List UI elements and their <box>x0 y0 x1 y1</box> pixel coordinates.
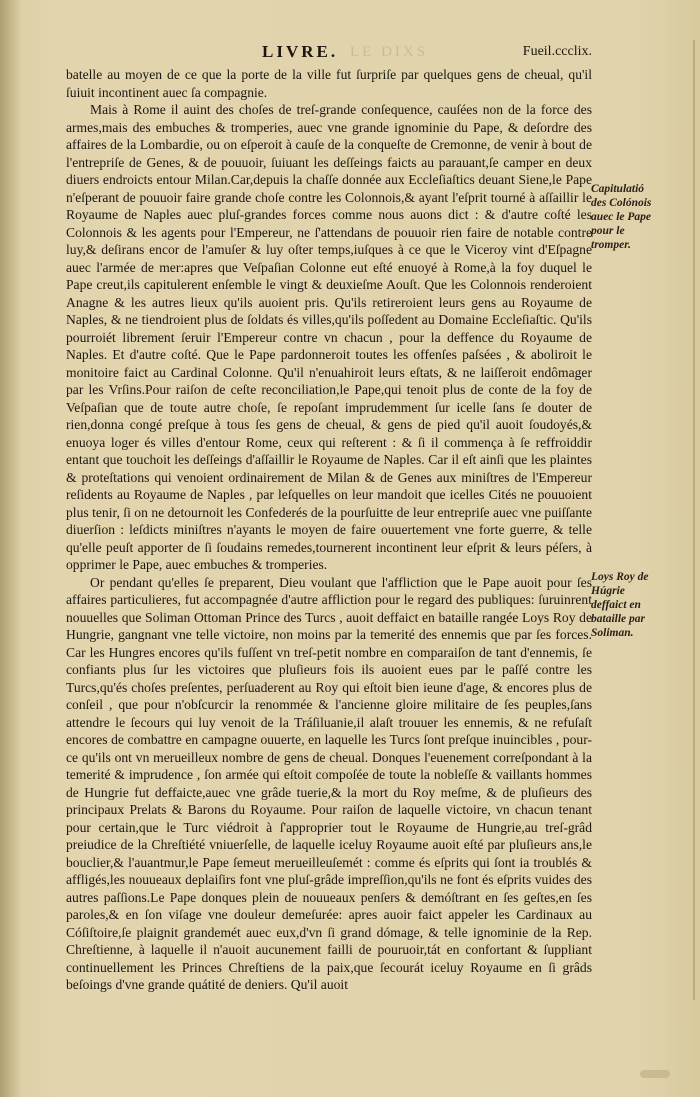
paragraph: Mais à Rome il auint des choſes de treſ-grande conſequence, cauſées non de la force des armes,mais des embuches & tromperies, auec vne grande ignominie du Pape, & deſordre des affaires de la Lombardie, ou on eſperoit à cauſe de la conqueſte de Cremonne, de venir à bout de l'entrepriſe de Genes, & de pouuoir, ſuiuant les deſſeings faicts au parauant,ſe camper en deux diuers endroicts entour Milan.Car,depuis la chaſſe donnée aux Eccleſiaſtics deuant Siene,le Pape n'eſperant de pouuoir faire grande choſe contre les Colonnois,& ayant l'eſprit tourné à aſſaillir le Royaume de Naples auec pluſ-grandes forces comme nous auons dict : & d'autre coſté les Colonnois & les agents pour l'Empereur, ne ſ'attendans de pouuoir rien faire de notable contre luy,& deſirans encor de l'amuſer & luy oſter temps,iuſques à ce que le Viceroy vint d'Eſpagne auec l'armée de mer:apres que Veſpaſian Colonne eut eſté enuoyé à Rome,à la foy duquel le Pape creut,ils capitulerent enſemble le vingt & deuxieſme Aouſt. Que les Colonnois renderoient Anagne & les autres lieux qu'ils auoient pris. Qu'ils retireroient leurs gens au Royaume de Naples, & ne tiendroient plus de ſoldats és villes,qu'ils poſſedent au Domaine Eccleſiaſtic. Qu'ils pourroiét librement ſeruir l'Empereur contre vn chacun , pour la deffence du Royaume de Naples. Et d'autre coſté. Que le Pape pardonneroit toutes les offenſes paſsées , & aboliroit le monitoire faict au Cardinal Colonne. Qu'il n'enuahiroit leurs eſtats, & ne laiſſeroit endômager par les Vrſins.Pour raiſon de ceſte reconciliation,le Pape,qui tenoit plus de conte de la foy de Veſpaſian que de toute autre choſe, ſe repoſant imprudemment ſur icelle ſans ſe douter de rien,donna congé preſque à tous ſes gens de cheual, & gens de pied qu'il auoit ſoudoyés,& enuoya loger és villes d'entour Rome, ceux qui reſterent : & ſi il commença à ſe reffroiddir entant que touchoit les deſſeings d'aſſaillir le Royaume de Naples. Car il eſt ainſi que les plaintes & proteſtations qui venoient ordinairement de Milan & de Genes aux miniſtres de l'Empereur reſidents au Royaume de Naples , par leſquelles on leur mandoit que icelles Cités ne pouuoient plus tenir, ſi on ne detournoit les Confederés de la pourſuitte de leur entrepriſe auec vne puiſſante diuerſion : leſdicts miniſtres n'ayants le moyen de faire ouuertement vne forte guerre, & telle qu'elle peuſt apporter de ſi ſoudains remedes,tournerent incontinent leur eſprit & leurs péſers, à opprimer le Pape, auec embuches & tromperies. <box>66 102 592 572</box>
page-header <box>66 42 592 66</box>
margin-note: Loys Roy de Húgrie deffaict en bataille par Soliman. <box>591 571 649 639</box>
paragraph: Or pendant qu'elles ſe preparent, Dieu voulant que l'affliction que le Pape auoit pour ſes affaires particulieres, fut accompagnée d'autre affliction pour le regard des publiques: ſuruinrent nouuelles que Soliman Ottoman Prince des Turcs , auoit deffaict en bataille rangée Loys Roy de Hungrie, gangnant vne telle victoire, non moins par la temerité des ennemis que par ſes forces. Car les Hungres encores qu'ils fuſſent vn treſ-petit nombre en comparaiſon de tant d'ennemis, ſe confiants plus ſur les victoires que pluſieurs fois ils auoient eues par le paſſé contre les Turcs,qu'és choſes preſentes, perſuaderent au Roy qui eſtoit bien ieune d'age, & encores plus de conſeil , que pour n'obſcurcir la renommée & l'ancienne gloire militaire de ſes peuples,ſans attendre le ſecours qui luy venoit de la Tráſiluanie,il alaſt trouuer les ennemis, & ne refuſaſt encores de combattre en campagne ouuerte, en laquelle les Turcs ſont preſque inuincibles , pour-ce qu'ils ont vn merueilleux nombre de gens de cheual. Donques l'euenement correſpondant à la temerité & imprudence , ſon armée qui eſtoit compoſée de toute la nobleſſe & vaillants hommes de Hungrie fut deffaicte,auec vne grâde tuerie,& la mort du Roy meſme, & de pluſieurs des principaux Prelats & Barons du Royaume. Pour raiſon de laquelle victoire, vn chacun tenant pour certain,que le Turc viédroit à ſ'approprier tout le Royaume de Hungrie,au treſ-grâd preiudice de la Chreſtiété vniuerſelle, de laquelle iceluy Royaume auoit eſté par pluſieurs ans,le bouclier,& l'auantmur,le Pape ſemeut merueilleuſemét : comme és eſprits qui ſont ia troublés & affligés,les nouueaux deplaiſirs font vne pluſ-grâde impreſſion,qu'ils ne font és eſprits vuides des autres paſſions.Le Pape donques plein de nouueaux penſers & demóſtrant en ſes geſtes,en ſes paroles,& en ſon viſage vne douleur demeſurée: apres auoir faict appeler les Cardinaux au Cóſiſtoire,ſe plaignit grandemét auec eux,d'vn ſi grand dómage, & telle ignominie de la Rep. Chreſtienne, à laquelle il n'auoit aucunement failli de pouruoir,tát en confortant & ſuppliant continuellement les Princes Chreſtiens de la paix,que ſecourát iceluy Royaume en ſi grâds beſoings d'vne grande quátité de deniers. Qu'il auoit <box>66 574 592 992</box>
page-edge <box>693 40 695 1000</box>
running-title: LIVRE. <box>262 42 339 61</box>
gutter-shadow <box>0 0 22 1097</box>
bleed-through-text: LE DIXS <box>350 44 429 60</box>
ink-smudge <box>640 1070 670 1078</box>
main-text <box>66 66 592 994</box>
folio-number: Fueil.ccclix. <box>522 44 592 59</box>
margin-note: Capitulatió des Colónois auec le Pape pour le tromper. <box>591 183 652 251</box>
paragraph: batelle au moyen de ce que la porte de la ville fut ſurpriſe par quelques gens de cheual, qu'il ſuiuit incontinent auec ſa compagnie. <box>66 67 592 100</box>
